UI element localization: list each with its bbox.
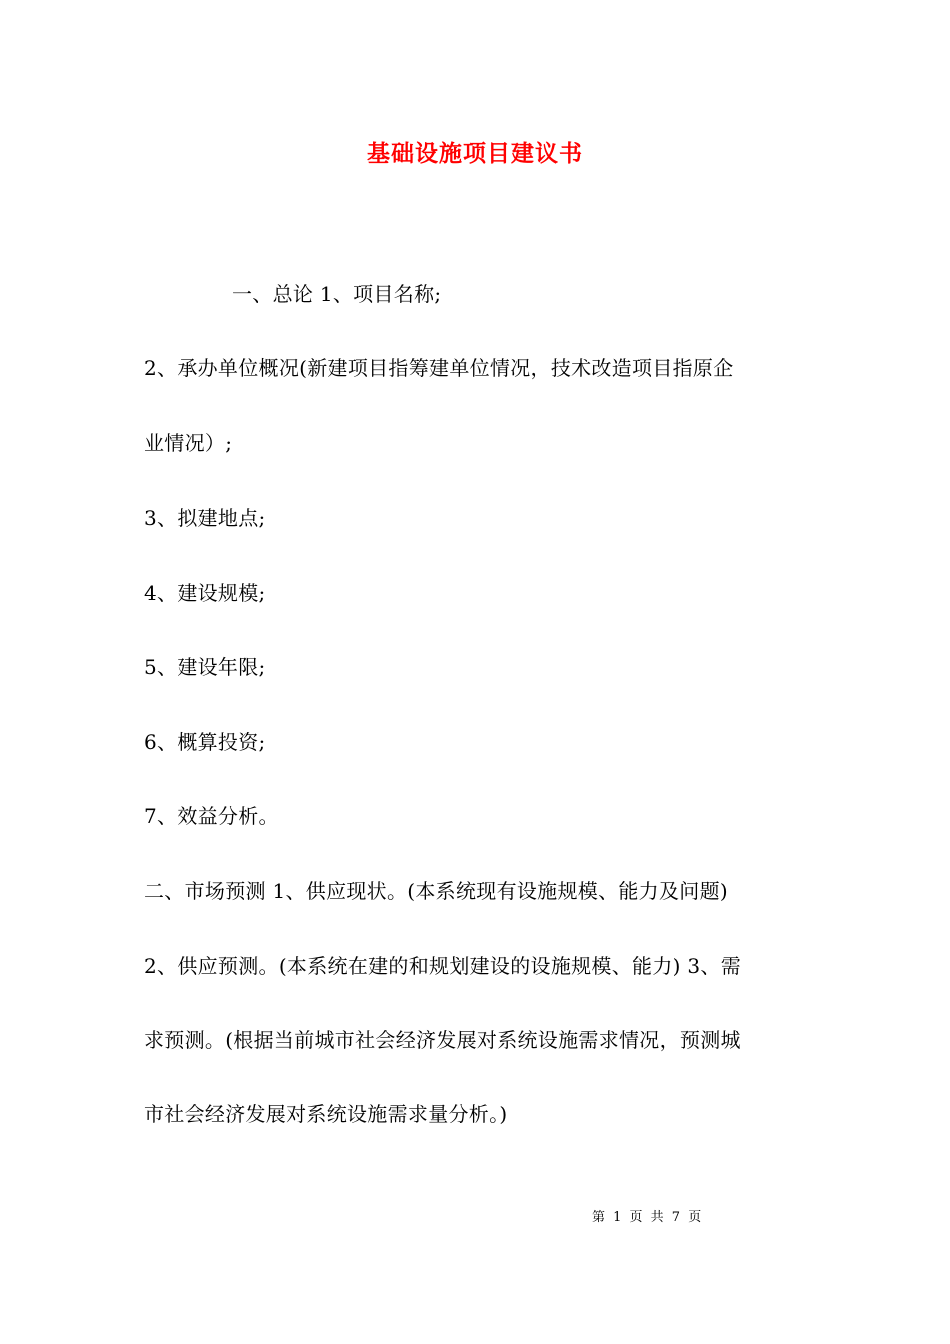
text-line: 5、建设年限; xyxy=(144,655,266,679)
text-line: 6、概算投资; xyxy=(144,730,266,754)
text-line: 2、承办单位概况(新建项目指筹建单位情况，技术改造项目指原企 xyxy=(144,356,734,380)
text-line: 二、市场预测 1、供应现状。(本系统现有设施规模、能力及问题) xyxy=(144,879,728,903)
text-line: 4、建设规模; xyxy=(144,581,266,605)
page-number-footer: 第 1 页 共 7 页 xyxy=(592,1210,704,1225)
text-line: 2、供应预测。(本系统在建的和规划建设的设施规模、能力) 3、需 xyxy=(144,954,742,978)
text-line: 市社会经济发展对系统设施需求量分析。) xyxy=(144,1102,508,1126)
text-line: 业情况）; xyxy=(144,431,233,455)
text-line: 一、总论 1、项目名称; xyxy=(232,282,442,306)
text-line: 求预测。(根据当前城市社会经济发展对系统设施需求情况，预测城 xyxy=(144,1028,741,1052)
document-title: 基础设施项目建议书 xyxy=(367,140,583,167)
text-line: 3、拟建地点; xyxy=(144,506,266,530)
text-line: 7、效益分析。 xyxy=(144,804,279,828)
